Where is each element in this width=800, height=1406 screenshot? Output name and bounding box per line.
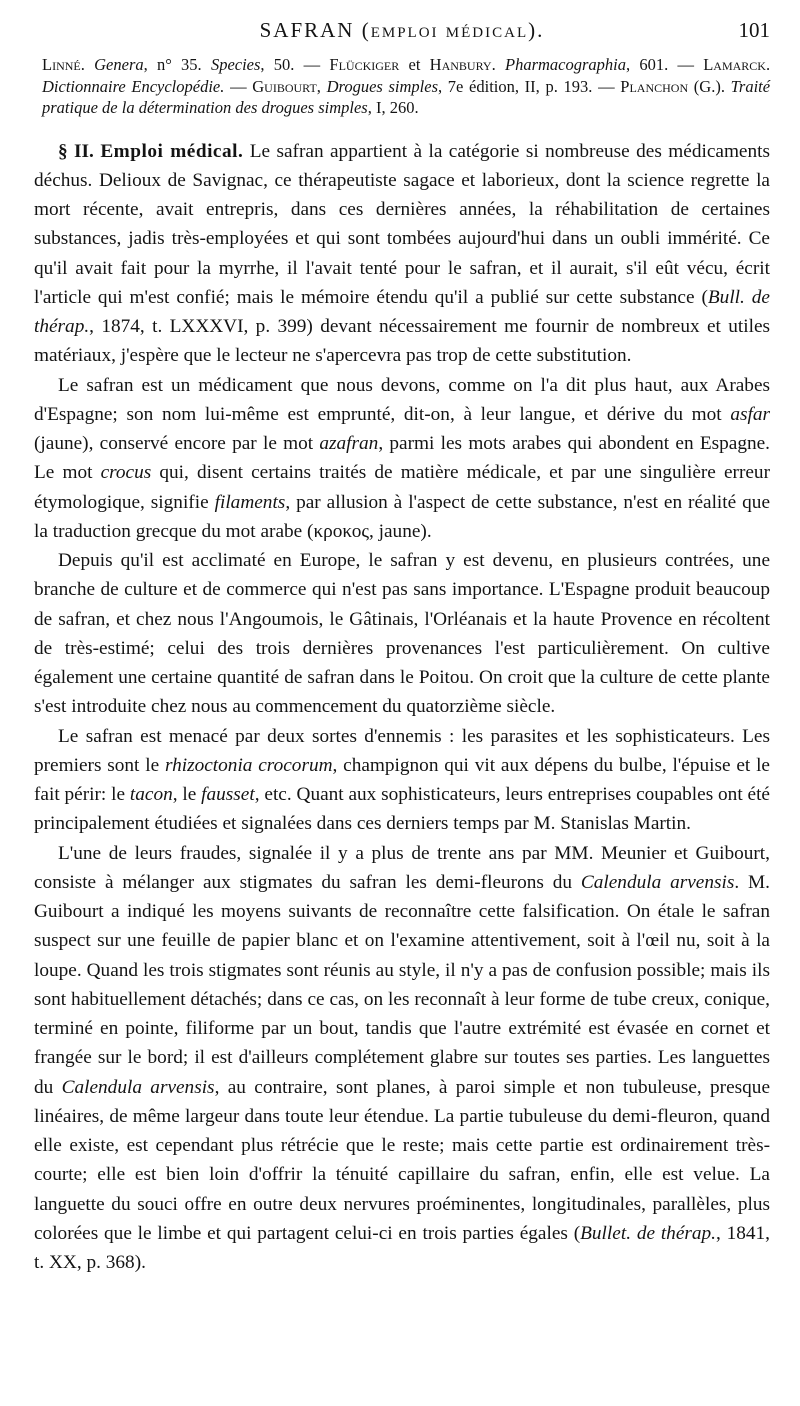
running-title: SAFRAN (emploi médical). (259, 18, 545, 42)
page-number: 101 (738, 18, 770, 42)
paragraph-text: (jaune), conservé encore par le mot (34, 433, 320, 454)
body-text (34, 137, 770, 1278)
term-fausset: fausset (201, 784, 255, 805)
section-mark: § II. (58, 140, 94, 162)
paragraph-1 (34, 137, 770, 371)
reference-author: Flückiger (329, 55, 400, 74)
reference-author: Guibourt, (252, 76, 321, 96)
paragraph-text: , au contraire, sont planes, à paroi simple et non tubuleuse, presque linéaires, de même largeur dans toute leur étendue. La partie tubuleuse du demi-fleuron, quand elle existe, est cependant plus rétrécie que le reste; mais cette partie est ordinairement très-courte; elle est bien loin d'offrir la ténuité capillaire du safran, enfin, elle est velue. La languette du souci offre en outre deux nervures proéminentes, longitudinales, parallèles, plus colorées que le limbe et qui partagent celui-ci en trois parties égales ( (34, 1076, 770, 1244)
paragraph-text: Depuis qu'il est acclimaté en Europe, le safran y est devenu, en plusieurs contrées, une branche de culture et de commerce qui n'est pas sans importance. L'Espagne produit beaucoup de safran, et chez nous l'Angoumois, le Gâtinais, l'Orléanais et la haute Provence en récoltent de très-estimé; celui des trois dernières provenances l'est particulièrement. On cultive également une certaine quantité de safran dans le Poitou. On croit que la culture de cette plante s'est introduite chez nous au commencement du quatorzième siècle. (34, 550, 770, 718)
reference-title: Genera (94, 55, 144, 74)
reference-detail: , 601. — (625, 55, 694, 74)
paragraph-text: . M. Guibourt a indiqué les moyens suivants de reconnaître cette falsification. On étale le safran suspect sur une feuille de papier blanc et on l'examine attentivement, soit à l'œil nu, soit à la loupe. Quand les trois stigmates sont réunis au style, il n'y a pas de confusion possible; mais ils sont habituellement détachés; dans ce cas, on les reconnaît à leur forme de tube creux, conique, terminé en pointe, filiforme par un bout, tandis que l'autre extrémité est évasée en cornet et frangée sur le bord; il est d'ailleurs complétement glabre sur toutes ses parties. Les languettes du (34, 871, 771, 1098)
term-crocus: crocus (100, 462, 152, 484)
paragraph-text: Le safran est un médicament que nous devons, comme on l'a dit plus haut, aux Arabes d'Espagne; son nom lui-même est emprunté, dit-on, à leur langue, et dérive du mot (34, 374, 770, 425)
paragraph-text: Le safran appartient à la catégorie si nombreuse des médicaments déchus. Delioux de Savignac, ce thérapeutiste sagace et laborieux, dont la science regrette la mort récente, avait entrepris, dans ces dernières années, la réhabilitation de certaines substances, jadis très-employées et qui sont tombées aujourd'hui dans un oubli immérité. Ce qu'il avait fait pour la myrrhe, il l'avait tenté pour le safran, et il aurait, s'il eût vécu, écrit l'article qui m'est confié; mais le mémoire étendu qu'il a publié sur cette substance ( (34, 140, 770, 308)
reference-author: Linné. (42, 55, 85, 74)
reference-conjunction: et (408, 55, 421, 74)
bibliographic-references (34, 54, 770, 119)
paragraph-2 (34, 371, 770, 547)
paragraph-text: , 1841, t. XX, p. 368). (34, 1222, 770, 1273)
reference-author: Planchon (620, 76, 689, 96)
reference-title: Pharmacographia (504, 55, 626, 74)
reference-title: Dictionnaire Encyclopédie. (42, 76, 225, 96)
reference-detail: , I, 260. (367, 98, 419, 117)
term-asfar: asfar (730, 403, 770, 425)
book-page (34, 18, 770, 1277)
term-calendula: Calendula arvensis (580, 871, 735, 893)
reference-initial: (G.). (693, 76, 725, 96)
reference-title: Traité pratique de la détermination des drogues simples (42, 76, 771, 117)
paragraph-text: , parmi les mots arabes qui abondent en Espagne. Le mot (34, 433, 770, 484)
citation-title: Bullet. de thérap. (580, 1222, 716, 1244)
term-filaments: filaments (214, 491, 286, 513)
paragraph-text: , par allusion à l'aspect de cette substance, n'est en réalité que la traduction grecque du mot arabe (κροκος, jaune). (34, 491, 771, 542)
reference-title: Species (210, 55, 261, 74)
paragraph-text: , etc. Quant aux sophisticateurs, leurs entreprises coupables ont été principalement étudiées et signalées dans ces derniers temps par M. Stanislas Martin. (34, 784, 770, 835)
paragraph-text: , champignon qui vit aux dépens du bulbe, l'épuise et le fait périr: le (34, 754, 770, 805)
reference-author: Hanbury. (429, 55, 496, 74)
reference-author: Lamarck. (703, 55, 771, 74)
paragraph-text: , le (172, 784, 202, 805)
reference-detail: , 7e édition, II, p. 193. — (438, 76, 615, 96)
paragraph-5 (34, 839, 770, 1278)
term-rhizoctonia: rhizoctonia crocorum (164, 754, 333, 776)
paragraph-3 (34, 546, 770, 722)
paragraph-text: , 1874, t. LXXXVI, p. 399) devant nécessairement me fournir de nombreux et utiles matériaux, j'espère que le lecteur ne s'apercevra pas trop de cette substitution. (34, 316, 770, 367)
reference-detail: , n° 35. (143, 55, 202, 74)
reference-detail: , 50. — (260, 55, 321, 74)
term-tacon: tacon (129, 784, 173, 805)
section-title: Emploi médical. (100, 140, 244, 162)
paragraph-text: Le safran est menacé par deux sortes d'ennemis : les parasites et les sophisticateurs. Les premiers sont le (34, 725, 770, 776)
term-calendula: Calendula arvensis (61, 1076, 215, 1098)
reference-title: Drogues simples (326, 76, 438, 96)
citation-title: Bull. de thérap. (34, 286, 770, 337)
running-head (34, 18, 770, 54)
paragraph-4 (34, 722, 770, 839)
paragraph-text: L'une de leurs fraudes, signalée il y a plus de trente ans par MM. Meunier et Guibourt, consiste à mélanger aux stigmates du safran les demi-fleurons du (34, 842, 770, 893)
reference-separator: — (230, 76, 247, 96)
paragraph-text: qui, disent certains traités de matière médicale, et par une singulière erreur étymologique, signifie (34, 462, 770, 513)
term-azafran: azafran (319, 433, 379, 454)
